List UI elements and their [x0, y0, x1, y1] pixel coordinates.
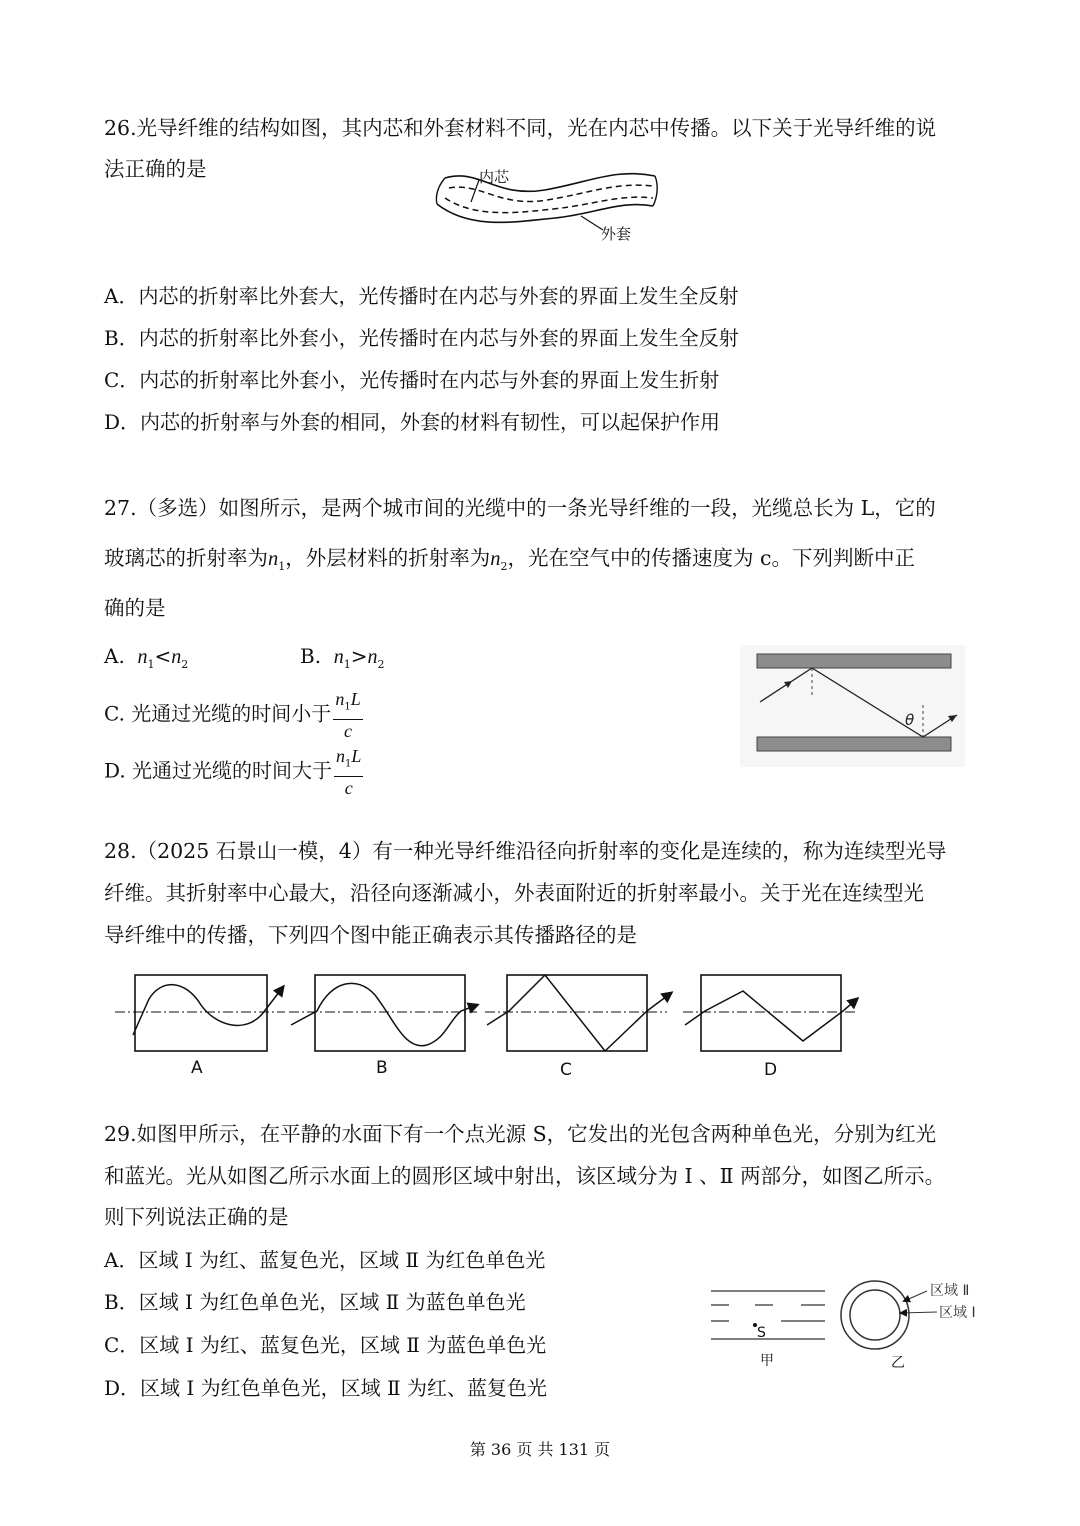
label-b: B [376, 1058, 388, 1078]
label-region-1: 区域 Ⅰ [939, 1305, 976, 1321]
fiber-core-top [449, 185, 653, 201]
q29-stem-line3: 则下列说法正确的是 [104, 1205, 289, 1229]
q29-option-b: B．区域 Ⅰ 为红色单色光，区域 Ⅱ 为蓝色单色光 [104, 1290, 526, 1314]
propagation-paths-figure [105, 965, 865, 1085]
region-1-circle [850, 1290, 900, 1340]
path-diagram-c [485, 975, 671, 1051]
label-s: S [757, 1325, 766, 1341]
path-diagram-a [115, 975, 285, 1051]
q29-option-d: D．区域 Ⅰ 为红色单色光，区域 Ⅱ 为红、蓝复色光 [104, 1376, 547, 1400]
fiber-top-wall [757, 654, 951, 668]
figure-yi [841, 1281, 976, 1371]
fiber-outer-bottom [437, 204, 653, 222]
q29-option-c: C．区域 Ⅰ 为红、蓝复色光，区域 Ⅱ 为蓝色单色光 [104, 1333, 547, 1357]
q26-option-d: D．内芯的折射率与外套的相同，外套的材料有韧性，可以起保护作用 [104, 410, 721, 434]
theta-label: θ [905, 711, 915, 729]
q26-option-c: C．内芯的折射率比外套小，光传播时在内芯与外套的界面上发生折射 [104, 368, 720, 392]
q26-option-a: A．内芯的折射率比外套大，光传播时在内芯与外套的界面上发生全反射 [104, 284, 739, 308]
path-diagram-d [683, 975, 857, 1051]
q28-stem-line1: 28.（2025 石景山一模，4）有一种光导纤维沿径向折射率的变化是连续的，称为连续型光导 [104, 839, 947, 863]
path-diagram-b [289, 975, 477, 1051]
q29-stem-line1: 29.如图甲所示，在平静的水面下有一个点光源 S，它发出的光包含两种单色光，分别为红光 [104, 1122, 937, 1146]
q26-stem-line2: 法正确的是 [104, 157, 207, 181]
fiber-structure-figure [425, 160, 675, 250]
label-yi: 乙 [891, 1355, 905, 1371]
q28-stem-line2: 纤维。其折射率中心最大，沿径向逐渐减小，外表面附近的折射率最小。关于光在连续型光 [104, 881, 924, 905]
fiber-reflection-figure [740, 645, 965, 767]
label-cladding: 外套 [601, 225, 632, 243]
q26-stem-line1: 26.光导纤维的结构如图，其内芯和外套材料不同，光在内芯中传播。以下关于光导纤维的说 [104, 116, 937, 140]
label-core: 内芯 [479, 168, 510, 186]
region-2-circle [841, 1281, 909, 1349]
q27-stem-line2: 玻璃芯的折射率为$n_1$，外层材料的折射率为$n_2$，光在空气中的传播速度为 c。下列判断中正 [104, 546, 915, 574]
fiber-bottom-wall [757, 737, 951, 751]
label-region-2: 区域 Ⅱ [930, 1283, 970, 1299]
light-region-figure [705, 1275, 995, 1375]
q28-stem-line3: 导纤维中的传播，下列四个图中能正确表示其传播路径的是 [104, 923, 637, 947]
label-jia: 甲 [760, 1353, 774, 1369]
q27-option-a: A. $n_1<n_2$ [104, 644, 189, 671]
q27-option-c: C. 光通过光缆的时间小于 $\frac{n_1L}{c}$ [104, 689, 361, 741]
fraction-n1L-over-c: $\frac{n_1L}{c}$ [335, 689, 361, 741]
page-footer: 第 36 页 共 131 页 [469, 1440, 611, 1459]
q29-stem-line2: 和蓝光。光从如图乙所示水面上的圆形区域中射出，该区域分为 Ⅰ 、Ⅱ 两部分，如图乙所示。 [104, 1164, 946, 1188]
label-d: D [764, 1060, 778, 1080]
fiber-outer-top [445, 174, 655, 192]
fraction-n1L-over-c: $\frac{n_1L}{c}$ [336, 746, 362, 798]
figure-jia [711, 1291, 825, 1369]
label-a: A [191, 1058, 203, 1078]
q27-stem-line3: 确的是 [104, 596, 166, 620]
q26-option-b: B．内芯的折射率比外套小，光传播时在内芯与外套的界面上发生全反射 [104, 326, 739, 350]
q27-option-d: D. 光通过光缆的时间大于 $\frac{n_1L}{c}$ [104, 746, 362, 798]
q29-option-a: A．区域 Ⅰ 为红、蓝复色光，区域 Ⅱ 为红色单色光 [104, 1248, 546, 1272]
q27-option-b: B. $n_1>n_2$ [300, 644, 385, 671]
label-c: C [560, 1060, 572, 1080]
q27-stem-line1: 27.（多选）如图所示，是两个城市间的光缆中的一条光导纤维的一段，光缆总长为 L，它的 [104, 496, 936, 520]
